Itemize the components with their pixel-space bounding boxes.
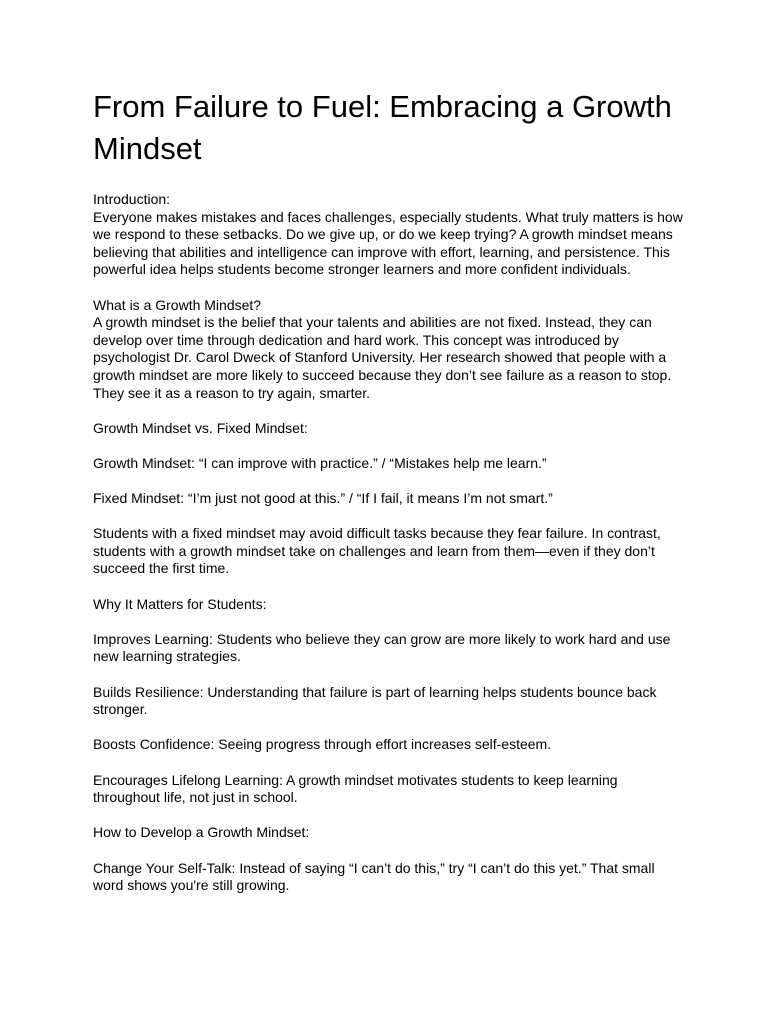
paragraph-what-is-growth-mindset [93,297,683,403]
paragraph-growth-mindset-quote: Growth Mindset: “I can improve with practice.” / “Mistakes help me learn.” [93,454,547,471]
paragraph-improves-learning: Improves Learning: Students who believe they can grow are more likely to work hard and use new learning strategies. [93,630,671,665]
paragraph-lifelong-learning: Encourages Lifelong Learning: A growth mindset motivates students to keep learning throughout life, not just in school. [93,771,618,806]
paragraph-introduction [93,191,683,279]
section-heading-why-it-matters: Why It Matters for Students: [93,595,267,612]
section-heading-introduction: Introduction: [93,191,171,207]
document-title: From Failure to Fuel: Embracing a Growth Mindset [93,89,672,166]
section-heading-how-to-develop: How to Develop a Growth Mindset: [93,824,310,841]
paragraph-boosts-confidence: Boosts Confidence: Seeing progress through effort increases self-esteem. [93,736,552,753]
document-body [93,191,683,895]
paragraph-change-self-talk: Change Your Self-Talk: Instead of saying “I can’t do this,” try “I can’t do this yet.” That small word shows you're still growing. [93,859,655,894]
paragraph-builds-resilience: Builds Resilience: Understanding that failure is part of learning helps students bounce back stronger. [93,683,657,718]
section-heading-growth-vs-fixed: Growth Mindset vs. Fixed Mindset: [93,419,308,436]
section-heading-what-is: What is a Growth Mindset? [93,296,262,313]
paragraph-contrast: Students with a fixed mindset may avoid difficult tasks because they fear failure. In contrast, students with a growth mindset take on challenges and learn from them—even if they don’t succeed the first time. [93,525,661,577]
paragraph-text: Everyone makes mistakes and faces challenges, especially students. What truly matters is how we respond to these setbacks. Do we give up, or do we keep trying? A growth mindset means believing that abilities and intelligence can improve with effort, learning, and persistence. This powerful idea helps students become stronger learners and more confident individuals. [93,208,683,278]
paragraph-fixed-mindset-quote: Fixed Mindset: “I’m just not good at this.” / “If I fail, it means I’m not smart.” [93,490,553,507]
paragraph-text: A growth mindset is the belief that your talents and abilities are not fixed. Instead, they can develop over time through dedication and hard work. This concept was introduced by psychologist Dr. Carol Dweck of Stanford University. Her research showed that people with a growth mindset are more likely to succeed because they don’t see failure as a reason to stop. They see it as a reason to try again, smarter. [93,314,672,401]
document-page [93,86,683,895]
